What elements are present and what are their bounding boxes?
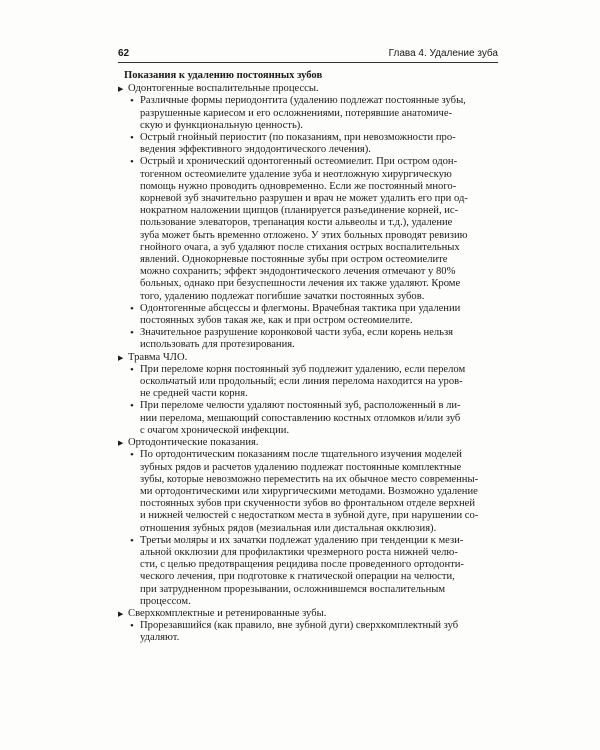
page-number: 62 [118, 48, 130, 59]
text-line: При переломе корня постоянный зуб подлежит удалению, если перелом [140, 363, 466, 375]
text-line: можно сохранить; эффект эндодонтического лечения отмечают у 80% [140, 266, 456, 278]
text-line: корневой зуб значительно разрушен и врач не может удалить его при од- [140, 193, 468, 205]
text-line: постоянных зубов такая же, как и при остром остеомиелите. [140, 315, 413, 327]
text-line: сти, с целью предотвращения рецидива после проведенного ортодонти- [140, 559, 464, 571]
bullet-icon: • [130, 620, 134, 633]
text-line: ведения эффективного эндодонтического лечения). [140, 144, 371, 156]
text-line: По ортодонтическим показаниям после тщательного изучения моделей [140, 449, 462, 461]
triangle-bullet-icon: ▶ [118, 609, 124, 618]
text-line: постоянных зубов при скученности зубов во фронтальном отделе верхней [140, 498, 476, 510]
chapter-title: Глава 4. Удаление зуба [388, 48, 498, 59]
text-line: зубы, которые невозможно переместить на их обычное место современны- [140, 473, 479, 485]
page-body [118, 70, 498, 645]
list-item [118, 400, 498, 437]
list-item [118, 303, 498, 327]
group-label: Ортодонтические показания. [128, 437, 259, 449]
list-item [118, 535, 498, 608]
bullet-icon: • [130, 95, 134, 108]
list-item [118, 327, 498, 351]
text-line: скую и функциональную ценность). [140, 119, 303, 131]
text-line: При переломе челюсти удаляют постоянный зуб, расположенный в ли- [140, 400, 461, 412]
indication-group [118, 83, 498, 95]
indication-group [118, 352, 498, 364]
text-line: процессом. [140, 595, 191, 607]
bullet-icon: • [130, 400, 134, 413]
text-line: Одонтогенные абсцессы и флегмоны. Врачебная тактика при удалении [140, 302, 461, 314]
list-item [118, 449, 498, 534]
bullet-icon: • [130, 327, 134, 340]
running-header [118, 48, 498, 62]
text-line: зубных рядов и расчетов удалению подлежат постоянные комплектные [140, 461, 462, 473]
text-line: помощь нужно проводить одновременно. Если же постоянный много- [140, 180, 457, 192]
text-line: нократном наложении щипцов (планируется разъединение корней, ис- [140, 205, 459, 217]
list-item [118, 364, 498, 401]
text-line: того, удалению подлежат погибшие зачатки постоянных зубов. [140, 290, 425, 302]
text-line: нии перелома, мешающий сопоставлению костных отломков и/или зуб [140, 412, 461, 424]
list-item [118, 95, 498, 132]
bullet-icon: • [130, 534, 134, 547]
text-line: не средней части корня. [140, 388, 248, 400]
text-line: с очагом хронической инфекции. [140, 424, 290, 436]
group-label: Сверхкомплектные и ретенированные зубы. [128, 607, 327, 619]
group-label: Травма ЧЛО. [128, 351, 188, 363]
list-item [118, 156, 498, 302]
text-line: отношения зубных рядов (мезиальная или дистальная окклюзия). [140, 522, 437, 534]
text-line: гнойного очага, а зуб удаляют после стихания острых воспалительных [140, 241, 460, 253]
text-line: удаляют. [140, 632, 180, 644]
triangle-bullet-icon: ▶ [118, 353, 124, 362]
section-title: Показания к удалению постоянных зубов [124, 70, 323, 81]
group-label: Одонтогенные воспалительные процессы. [128, 83, 319, 95]
text-line: при затрудненном прорезывании, осложнившемся воспалительным [140, 583, 446, 595]
list-item [118, 620, 498, 644]
text-line: ми ортодонтическими или хирургическими методами. Возможно удаление [140, 485, 478, 497]
text-line: зуба может быть временно отложено. У этих больных проводят ревизию [140, 229, 468, 241]
triangle-bullet-icon: ▶ [118, 439, 124, 448]
indication-list [118, 83, 498, 644]
text-line: явлений. Однокорневые постоянные зубы при остром остеомиелите [140, 254, 448, 266]
text-line: Различные формы периодонтита (удалению подлежат постоянные зубы, [140, 95, 466, 107]
text-line: Острый и хронический одонтогенный остеомиелит. При остром одон- [140, 156, 458, 168]
indication-group [118, 437, 498, 449]
bullet-icon: • [130, 302, 134, 315]
triangle-bullet-icon: ▶ [118, 85, 124, 94]
list-item [118, 132, 498, 156]
text-line: альной окклюзии для профилактики чрезмерного роста нижней челю- [140, 546, 458, 558]
text-line: Острый гнойный периостит (по показаниям, при невозможности про- [140, 132, 456, 144]
bullet-icon: • [130, 132, 134, 145]
text-line: тогенном остеомиелите удаление зуба и неотложную хирургическую [140, 168, 452, 180]
text-line: и нижней челюстей с недостатком места в зубной дуге, при нарушении со- [140, 510, 479, 522]
text-line: разрушенные кариесом и его осложнениями, потерявшие анатомиче- [140, 107, 453, 119]
bullet-icon: • [130, 449, 134, 462]
text-line: Прорезавшийся (как правило, вне зубной дуги) сверхкомплектный зуб [140, 620, 459, 632]
bullet-icon: • [130, 363, 134, 376]
text-line: Третьи моляры и их зачатки подлежат удалению при тенденции к мези- [140, 534, 464, 546]
text-line: больных, однако при безуспешности лечения их также удаляют. Кроме [140, 278, 461, 290]
text-line: использовать для протезирования. [140, 339, 295, 351]
header-rule [118, 62, 498, 63]
text-line: пользование элеваторов, трепанация кости альвеолы и т.д.), удаление [140, 217, 453, 229]
text-line: оскольчатый или продольный; если линия перелома находится на уров- [140, 376, 463, 388]
text-line: ческого лечения, при подготовке к гнатической операции на челюсти, [140, 571, 455, 583]
bullet-icon: • [130, 156, 134, 169]
text-line: Значительное разрушение коронковой части зуба, если корень нельзя [140, 327, 454, 339]
indication-group [118, 608, 498, 620]
